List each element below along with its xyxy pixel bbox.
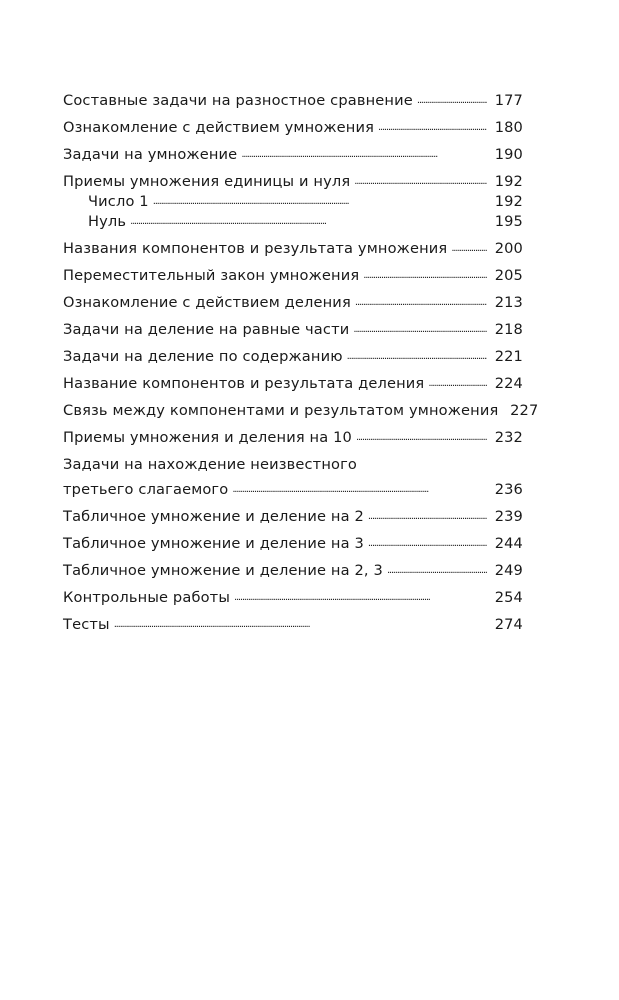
dot-leader [355, 297, 487, 307]
toc-entry-page: 200 [494, 240, 523, 257]
toc-entry[interactable] [63, 92, 523, 109]
toc-entry-title: Тесты [63, 616, 110, 633]
toc-entry-page: 221 [494, 348, 523, 365]
table-of-contents [63, 92, 539, 633]
toc-entry-title: Задачи на деление на равные части [63, 321, 350, 338]
toc-entry-page: 177 [494, 92, 523, 109]
toc-entry-title: Табличное умножение и деление на 2 [63, 508, 364, 525]
toc-entry-page: 249 [494, 562, 523, 579]
dot-leader [368, 511, 487, 521]
toc-entry[interactable] [63, 146, 523, 163]
toc-entry-page: 192 [494, 173, 523, 190]
toc-entry-title: Название компонентов и результата деления [63, 375, 425, 392]
toc-entry-title: Задачи на умножение [63, 146, 238, 163]
toc-entry-title: Переместительный закон умножения [63, 267, 360, 284]
toc-entry[interactable] [63, 240, 523, 257]
toc-entry-page: 239 [494, 508, 523, 525]
toc-entry[interactable] [63, 267, 523, 284]
toc-entry-page: 192 [494, 193, 523, 210]
toc-entry-page: 244 [494, 535, 523, 552]
toc-entry-title: Задачи на деление по содержанию [63, 348, 343, 365]
toc-entry-title: Нуль [88, 213, 127, 230]
dot-leader [114, 619, 487, 629]
toc-entry-title: Приемы умножения единицы и нуля [63, 173, 351, 190]
toc-entry[interactable] [63, 294, 523, 311]
toc-entry-page: 218 [494, 321, 523, 338]
toc-entry-title: Число 1 [88, 193, 149, 210]
toc-entry-title: Приемы умножения и деления на 10 [63, 429, 352, 446]
dot-leader [354, 176, 487, 186]
toc-entry[interactable] [63, 616, 523, 633]
toc-entry-page: 224 [494, 375, 523, 392]
dot-leader [428, 378, 487, 388]
toc-entry-page: 227 [510, 402, 539, 419]
toc-entry[interactable] [63, 508, 523, 525]
toc-entry[interactable] [63, 375, 523, 392]
toc-entry[interactable] [63, 589, 523, 606]
toc-subentry[interactable] [63, 213, 523, 230]
toc-entry[interactable] [63, 348, 523, 365]
toc-entry-title: Табличное умножение и деление на 3 [63, 535, 364, 552]
toc-entry[interactable] [63, 429, 523, 446]
dot-leader [130, 216, 487, 226]
dot-leader [451, 243, 487, 253]
toc-entry[interactable] [63, 119, 523, 136]
dot-leader [368, 538, 487, 548]
toc-entry-title: Контрольные работы [63, 589, 230, 606]
toc-entry-title: Ознакомление с действием умножения [63, 119, 375, 136]
toc-entry-title: Ознакомление с действием деления [63, 294, 351, 311]
toc-entry-page: 213 [494, 294, 523, 311]
toc-entry-page: 236 [494, 481, 523, 498]
toc-entry-title: Табличное умножение и деление на 2, 3 [63, 562, 383, 579]
toc-subentry[interactable] [63, 193, 523, 210]
toc-entry-title-line2: третьего слагаемого [63, 481, 229, 498]
toc-entry-page: 180 [494, 119, 523, 136]
toc-entry-page: 195 [494, 213, 523, 230]
dot-leader [234, 592, 487, 602]
toc-entry[interactable] [63, 402, 539, 419]
dot-leader [347, 351, 487, 361]
dot-leader [232, 484, 487, 494]
toc-entry-page: 274 [494, 616, 523, 633]
dot-leader [363, 270, 487, 280]
toc-entry-title: Названия компонентов и результата умножения [63, 240, 448, 257]
toc-entry-title: Связь между компонентами и результатом умножения [63, 402, 499, 419]
dot-leader [353, 324, 487, 334]
dot-leader [356, 432, 487, 442]
toc-entry-page: 205 [494, 267, 523, 284]
toc-entry[interactable] [63, 456, 523, 498]
toc-entry[interactable] [63, 562, 523, 579]
toc-entry-title-line1: Задачи на нахождение неизвестного [63, 456, 357, 473]
dot-leader [153, 196, 487, 206]
toc-entry-page: 232 [494, 429, 523, 446]
toc-entry[interactable] [63, 535, 523, 552]
dot-leader [241, 149, 487, 159]
toc-entry-page: 254 [494, 589, 523, 606]
toc-entry-title: Составные задачи на разностное сравнение [63, 92, 413, 109]
toc-entry-page: 190 [494, 146, 523, 163]
dot-leader [387, 565, 487, 575]
dot-leader [378, 122, 487, 132]
toc-entry[interactable] [63, 321, 523, 338]
toc-entry[interactable] [63, 173, 523, 190]
dot-leader [417, 95, 487, 105]
